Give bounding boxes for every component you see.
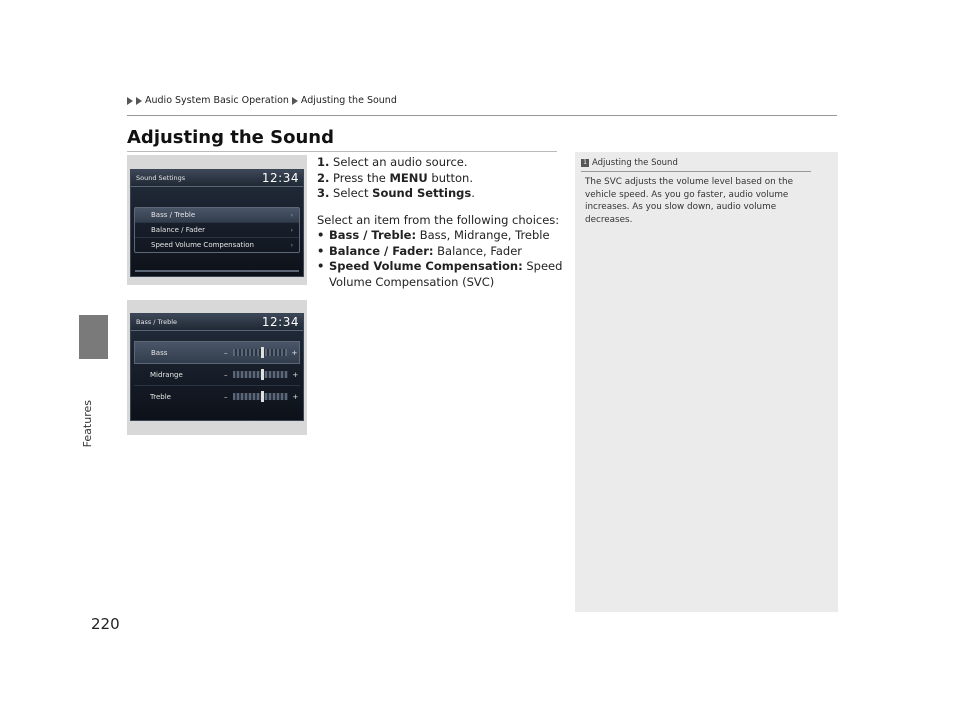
minus-icon[interactable]: – bbox=[223, 348, 228, 357]
level-slider[interactable] bbox=[233, 349, 286, 356]
minus-icon[interactable]: – bbox=[223, 370, 228, 379]
step-number: 3. bbox=[317, 186, 330, 200]
choice-desc: Balance, Fader bbox=[437, 243, 523, 258]
eq-row-treble[interactable] bbox=[134, 386, 300, 407]
step-item bbox=[317, 186, 562, 202]
plus-icon[interactable]: + bbox=[292, 370, 299, 379]
note-line: decreases. bbox=[585, 214, 633, 225]
breadcrumb bbox=[127, 95, 397, 106]
page-title: Adjusting the Sound bbox=[127, 127, 334, 148]
note-body bbox=[585, 176, 810, 226]
plus-icon[interactable]: + bbox=[291, 348, 298, 357]
settings-list bbox=[134, 207, 300, 253]
side-note bbox=[575, 152, 838, 612]
step-number: 1. bbox=[317, 155, 330, 169]
eq-label: Midrange bbox=[150, 370, 183, 379]
step-keyword: Sound Settings bbox=[372, 186, 472, 200]
step-keyword: MENU bbox=[389, 170, 428, 185]
note-line: The SVC adjusts the volume level based on the bbox=[585, 177, 793, 187]
eq-list bbox=[134, 341, 300, 407]
menu-item-balance-fader[interactable] bbox=[135, 223, 299, 238]
breadcrumb-item[interactable]: Audio System Basic Operation bbox=[145, 95, 289, 106]
choice-item bbox=[317, 259, 562, 290]
note-header bbox=[581, 158, 678, 168]
title-divider bbox=[127, 151, 557, 152]
step-text: Press the bbox=[333, 170, 390, 185]
chevron-right-icon: › bbox=[290, 211, 293, 219]
header-divider bbox=[127, 115, 837, 116]
chevron-right-icon: › bbox=[290, 241, 293, 249]
slider-knob[interactable] bbox=[261, 391, 264, 402]
instruction-steps bbox=[317, 155, 562, 290]
choice-label: Speed Volume Compensation: bbox=[329, 259, 523, 273]
choices-intro: Select an item from the following choices: bbox=[317, 212, 560, 227]
slider-knob[interactable] bbox=[261, 347, 264, 358]
page-number: 220 bbox=[91, 615, 120, 633]
step-item bbox=[317, 171, 562, 187]
sound-settings-screenshot bbox=[127, 155, 307, 285]
choice-label: Balance / Fader: bbox=[329, 243, 434, 258]
breadcrumb-arrow-icon bbox=[127, 97, 133, 105]
step-text: Select an audio source. bbox=[333, 155, 468, 169]
screen-clock: 12:34 bbox=[261, 171, 299, 185]
eq-label: Bass bbox=[151, 348, 168, 357]
note-line: vehicle speed. As you go faster, audio volume bbox=[585, 189, 789, 200]
choice-label: Bass / Treble: bbox=[329, 228, 417, 242]
screen-header bbox=[131, 170, 303, 187]
bullet-icon: • bbox=[317, 243, 325, 258]
section-label: Features bbox=[81, 400, 94, 448]
breadcrumb-arrow-icon bbox=[136, 97, 142, 105]
screen-header bbox=[131, 314, 303, 331]
breadcrumb-item[interactable]: Adjusting the Sound bbox=[300, 95, 397, 106]
eq-row-bass[interactable] bbox=[134, 341, 300, 364]
section-tab bbox=[79, 315, 108, 359]
level-slider[interactable] bbox=[233, 393, 287, 400]
choice-desc: Bass, Midrange, Treble bbox=[419, 228, 550, 242]
bullet-icon: • bbox=[317, 259, 325, 273]
plus-icon[interactable]: + bbox=[292, 392, 299, 401]
choice-item bbox=[317, 244, 562, 260]
step-item bbox=[317, 155, 562, 171]
menu-item-bass-treble[interactable] bbox=[135, 208, 299, 223]
menu-item-label: Bass / Treble bbox=[151, 211, 196, 219]
screen-title: Bass / Treble bbox=[136, 318, 178, 326]
choice-item bbox=[317, 228, 562, 244]
note-line: increases. As you slow down, audio volume bbox=[585, 202, 777, 212]
screen-clock: 12:34 bbox=[261, 315, 299, 329]
bullet-icon: • bbox=[317, 228, 325, 242]
step-text: Select bbox=[333, 186, 373, 200]
screen-footer-bar bbox=[135, 270, 299, 272]
chevron-right-icon: › bbox=[290, 226, 293, 234]
eq-label: Treble bbox=[150, 392, 171, 401]
eq-row-midrange[interactable] bbox=[134, 364, 300, 386]
note-title[interactable]: Adjusting the Sound bbox=[592, 158, 678, 168]
screen-title: Sound Settings bbox=[136, 174, 186, 182]
choice-desc: Volume Compensation (SVC) bbox=[329, 274, 495, 289]
bass-treble-screenshot bbox=[127, 300, 307, 435]
menu-item-label: Speed Volume Compensation bbox=[151, 241, 254, 249]
minus-icon[interactable]: – bbox=[223, 392, 228, 401]
menu-item-label: Balance / Fader bbox=[151, 226, 206, 234]
breadcrumb-arrow-icon bbox=[292, 97, 298, 105]
slider-knob[interactable] bbox=[261, 369, 264, 380]
choice-desc: Speed bbox=[526, 259, 563, 273]
step-number: 2. bbox=[317, 170, 330, 185]
reference-icon: 1 bbox=[581, 159, 589, 167]
menu-item-svc[interactable] bbox=[135, 238, 299, 252]
level-slider[interactable] bbox=[233, 371, 287, 378]
step-text: button. bbox=[427, 170, 473, 185]
step-text: . bbox=[471, 186, 475, 200]
note-divider bbox=[581, 171, 811, 172]
